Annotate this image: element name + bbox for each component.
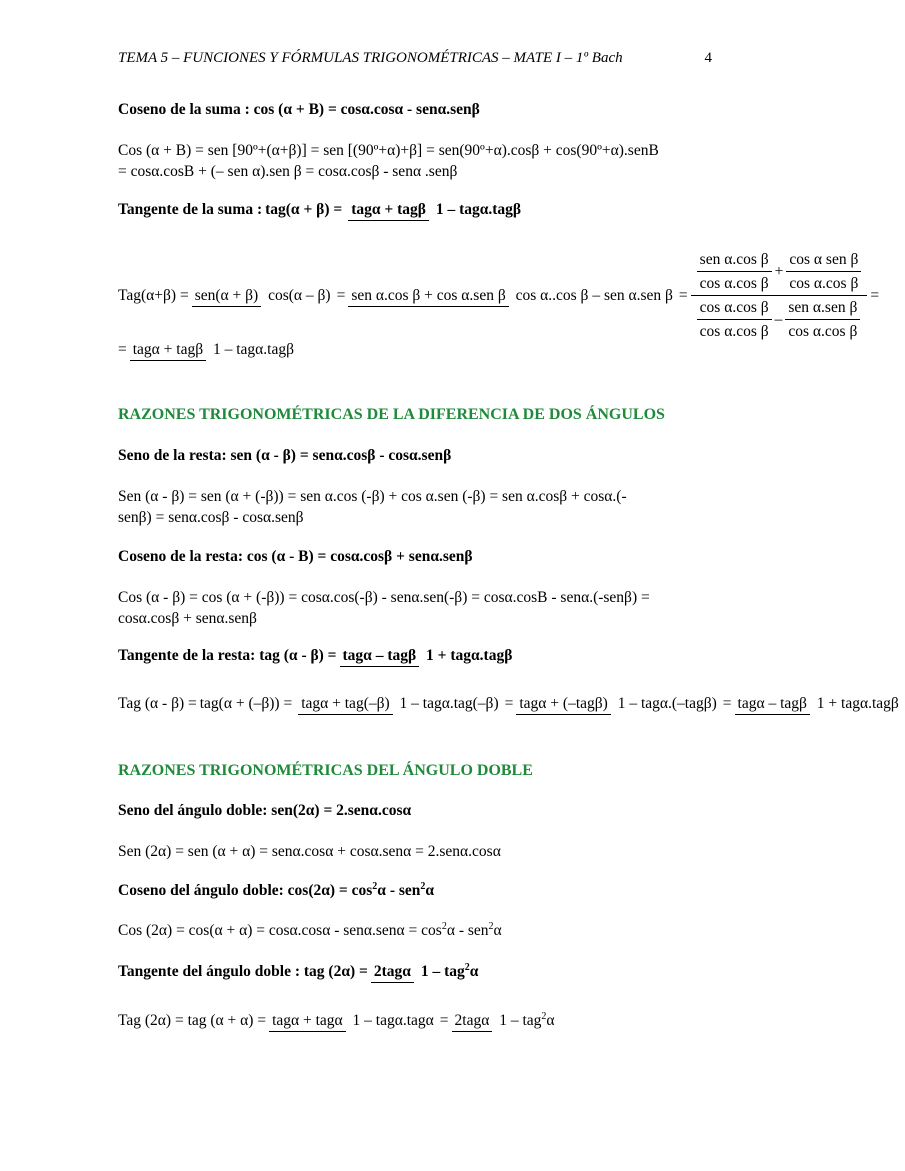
tan-double-derivation bbox=[118, 1011, 561, 1030]
frac-num: cos α sen β bbox=[786, 250, 861, 272]
frac-num: sen α.cos β bbox=[697, 250, 772, 272]
cos-sum-line2: = cosα.cosB + (– sen α).sen β = cosα.cosβ - senα .senβ bbox=[118, 163, 458, 180]
sin-double-line1: Sen (2α) = sen (α + α) = senα.cosα + cosα.senα = 2.senα.cosα bbox=[118, 843, 501, 860]
frac-num: tagα + tagβ bbox=[130, 341, 206, 361]
frac-den: cos(α – β) bbox=[268, 287, 331, 304]
frac-den: 1 – tagα.tagβ bbox=[213, 341, 295, 358]
section-double-heading: RAZONES TRIGONOMÉTRICAS DEL ÁNGULO DOBLE bbox=[118, 762, 533, 779]
tan-diff-frac2 bbox=[516, 694, 719, 713]
frac-num: tagα + tagα bbox=[269, 1012, 346, 1032]
sin-diff-line1: Sen (α - β) = sen (α + (-β)) = sen α.cos (-β) + cos α.sen (-β) = sen α.cosβ + cosα.(- bbox=[118, 488, 627, 505]
sin-diff-title: Seno de la resta: sen (α - β) = senα.cosβ - cosα.senβ bbox=[118, 447, 452, 464]
equals: = bbox=[678, 286, 688, 304]
plus: + bbox=[774, 263, 784, 280]
sin-double-title: Seno del ángulo doble: sen(2α) = 2.senα.cosα bbox=[118, 802, 412, 819]
frac-den: cos α.cos β bbox=[699, 275, 769, 292]
tan-diff-dev-mid: tag(α + (–β)) = bbox=[199, 694, 293, 712]
section-diff-heading: RAZONES TRIGONOMÉTRICAS DE LA DIFERENCIA DE DOS ÁNGULOS bbox=[118, 406, 665, 423]
frac-den bbox=[496, 1010, 557, 1029]
text: α bbox=[546, 1012, 555, 1029]
tan-diff-frac1 bbox=[298, 694, 501, 713]
frac-c2 bbox=[786, 250, 861, 293]
frac-c3 bbox=[697, 298, 772, 341]
compound-num bbox=[691, 250, 868, 296]
frac-num: tagα – tagβ bbox=[340, 647, 420, 667]
frac-den: cos α..cos β – sen α.sen β bbox=[515, 287, 673, 304]
equals: = bbox=[336, 286, 346, 304]
tan-double-dev-lhs: Tag (2α) = tag (α + α) = bbox=[118, 1011, 267, 1029]
tan-diff-frac3 bbox=[735, 694, 902, 713]
tan-sum-derivation bbox=[118, 250, 879, 341]
tan-sum-title bbox=[118, 200, 527, 219]
cos-diff-title: Coseno de la resta: cos (α - B) = cosα.cosβ + senα.senβ bbox=[118, 548, 473, 565]
tan-sum-den: 1 – tagα.tagβ bbox=[435, 201, 522, 218]
tan-double-fraction bbox=[371, 962, 482, 981]
frac-num: sen α.cos β + cos α.sen β bbox=[348, 287, 508, 307]
cos-sum-line1: Cos (α + B) = sen [90º+(α+β)] = sen [(90º+α)+β] = sen(90º+α).cosβ + cos(90º+α).senB bbox=[118, 142, 659, 159]
equals: = bbox=[504, 694, 514, 712]
tan-sum-frac1 bbox=[192, 286, 334, 305]
frac-c4 bbox=[785, 298, 860, 341]
tan-sum-num: tagα + tagβ bbox=[348, 201, 429, 221]
text: 1 – tag bbox=[420, 963, 465, 980]
frac-num: sen(α + β) bbox=[192, 287, 261, 307]
tan-double-label: Tangente del ángulo doble : tag (2α) = bbox=[118, 962, 368, 980]
text: α bbox=[425, 882, 435, 899]
page-header bbox=[118, 50, 712, 67]
text: α bbox=[469, 963, 479, 980]
frac-den: 1 – tagα.tag(–β) bbox=[399, 695, 499, 712]
cos-diff-line1: Cos (α - β) = cos (α + (-β)) = cosα.cos(-β) - senα.sen(-β) = cosα.cosB - senα.(-senβ) = bbox=[118, 589, 650, 606]
tan-sum-result-frac bbox=[130, 340, 297, 359]
tan-diff-dev-lhs: Tag (α - β) = bbox=[118, 694, 197, 712]
cos-double-title bbox=[118, 881, 434, 901]
exponent: 2 bbox=[420, 880, 426, 892]
equals: = bbox=[870, 286, 880, 304]
page-number: 4 bbox=[704, 50, 712, 66]
tan-double-title bbox=[118, 962, 484, 981]
equals: = bbox=[439, 1011, 449, 1029]
equals: = bbox=[118, 340, 127, 358]
header-title: TEMA 5 – FUNCIONES Y FÓRMULAS TRIGONOMÉTRICAS – MATE I – 1º Bach bbox=[118, 50, 623, 66]
text: α - sen bbox=[446, 922, 489, 939]
cos-sum-title: Coseno de la suma : cos (α + B) = cosα.cosα - senα.senβ bbox=[118, 101, 480, 118]
frac-den: 1 + tagα.tagβ bbox=[426, 647, 513, 664]
sin-diff-line2: senβ) = senα.cosβ - cosα.senβ bbox=[118, 509, 304, 526]
frac-num: tagα + tag(–β) bbox=[298, 695, 392, 715]
tan-sum-lhs: tag(α + β) = bbox=[265, 200, 343, 218]
text: Cos (2α) = cos(α + α) = cosα.cosα - senα.senα = cos bbox=[118, 922, 442, 939]
exponent: 2 bbox=[488, 920, 494, 932]
frac-den: cos α.cos β bbox=[699, 323, 769, 340]
frac-c1 bbox=[697, 250, 772, 293]
cos-double-line1 bbox=[118, 921, 502, 941]
frac-num: cos α.cos β bbox=[697, 298, 772, 320]
tan-sum-result bbox=[118, 340, 300, 359]
tan-sum-fraction bbox=[348, 200, 524, 219]
frac-den bbox=[418, 961, 482, 980]
frac-num: sen α.sen β bbox=[785, 298, 860, 320]
tan-diff-derivation bbox=[118, 694, 905, 713]
text: 1 – tag bbox=[499, 1012, 542, 1029]
frac-num: tagα + (–tagβ) bbox=[516, 695, 610, 715]
frac-num: 2tagα bbox=[452, 1012, 493, 1032]
frac-den: 1 + tagα.tagβ bbox=[816, 695, 899, 712]
exponent: 2 bbox=[441, 920, 447, 932]
text: Coseno del ángulo doble: cos(2α) = cos bbox=[118, 882, 373, 899]
exponent: 2 bbox=[541, 1010, 547, 1022]
frac-num: 2tagα bbox=[371, 963, 414, 983]
frac-den: 1 – tagα.tagα bbox=[352, 1012, 434, 1029]
minus: – bbox=[774, 311, 783, 328]
frac-den: 1 – tagα.(–tagβ) bbox=[617, 695, 717, 712]
cos-diff-line2: cosα.cosβ + senα.senβ bbox=[118, 610, 257, 627]
tan-diff-title bbox=[118, 646, 518, 665]
frac-den: cos α.cos β bbox=[788, 323, 858, 340]
tan-diff-label: Tangente de la resta: tag (α - β) = bbox=[118, 646, 337, 664]
tan-double-frac1 bbox=[269, 1011, 437, 1030]
tan-double-frac2 bbox=[452, 1011, 558, 1030]
compound-den bbox=[691, 296, 868, 341]
text: α - sen bbox=[377, 882, 421, 899]
tan-sum-frac2 bbox=[348, 286, 676, 305]
tan-sum-dev-lhs: Tag(α+β) = bbox=[118, 286, 189, 304]
tan-diff-fraction bbox=[340, 646, 516, 665]
exponent: 2 bbox=[464, 961, 470, 973]
exponent: 2 bbox=[372, 880, 378, 892]
text: α bbox=[493, 922, 502, 939]
equals: = bbox=[722, 694, 732, 712]
frac-num: tagα – tagβ bbox=[735, 695, 810, 715]
tan-sum-compound-fraction bbox=[691, 250, 868, 341]
tan-sum-label: Tangente de la suma : bbox=[118, 200, 263, 218]
frac-den: cos α.cos β bbox=[789, 275, 859, 292]
